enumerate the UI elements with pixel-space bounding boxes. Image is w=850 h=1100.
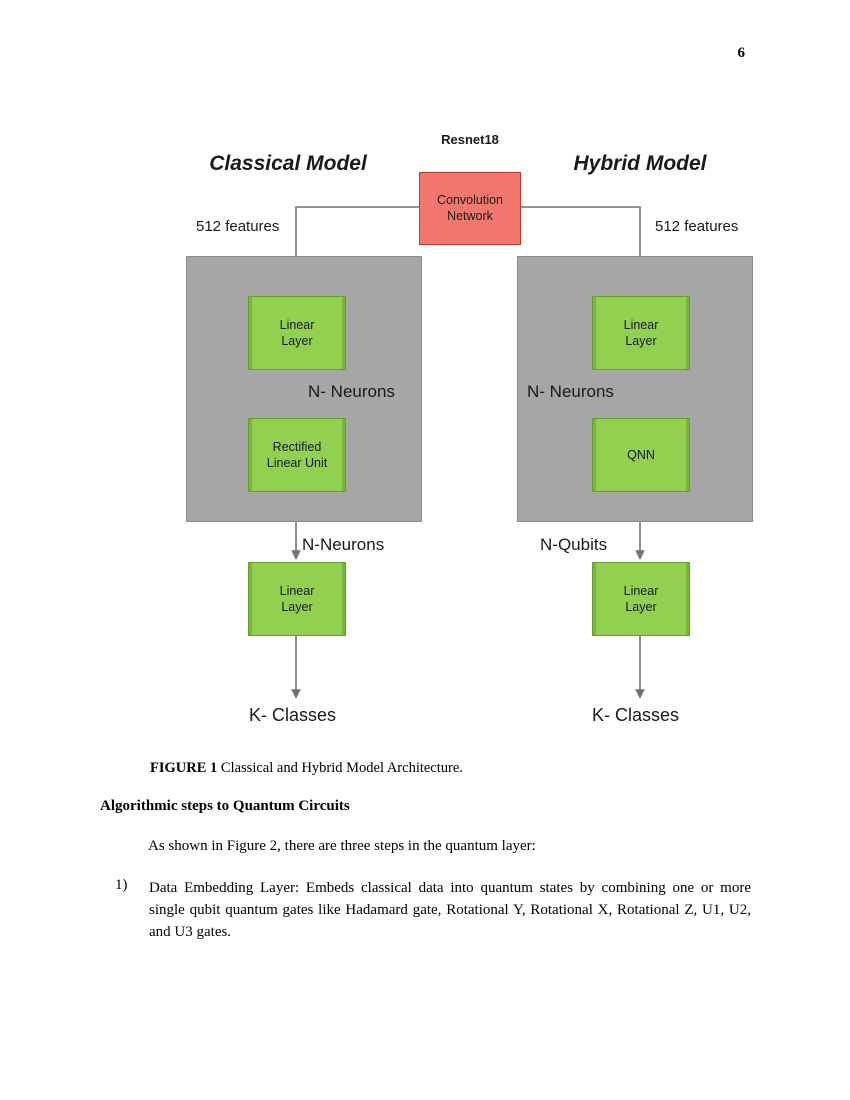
hybrid-lower-edge-label: N-Qubits — [540, 535, 608, 554]
hybrid-linear-layer-2-node — [592, 562, 690, 636]
section-heading: Algorithmic steps to Quantum Circuits — [100, 798, 350, 814]
hybrid-mid-edge-label: N- Neurons — [527, 382, 614, 401]
classical-linear-layer-1-node — [248, 296, 346, 370]
classical-linear1-line2: Layer — [281, 334, 313, 348]
intro-paragraph: As shown in Figure 2, there are three steps in the quantum layer: — [148, 838, 536, 854]
hybrid-linear1-line2: Layer — [625, 334, 657, 348]
conv-label-line1: Convolution — [436, 192, 503, 207]
classical-linear2-line2: Layer — [281, 600, 313, 614]
figure-caption-label: FIGURE 1 — [150, 760, 218, 776]
list-item-marker: 1) — [115, 877, 128, 893]
hybrid-linear-layer-1-node — [592, 296, 690, 370]
classical-linear1-line1: Linear — [279, 317, 315, 332]
classical-lower-edge-label: N-Neurons — [302, 535, 385, 554]
relu-line2: Linear Unit — [266, 456, 328, 470]
hybrid-linear1-line1: Linear — [623, 317, 659, 332]
features-label-left: 512 features — [196, 218, 280, 235]
classical-model-title: Classical Model — [209, 152, 367, 175]
conv-label-line2: Network — [447, 208, 493, 223]
hybrid-model-title: Hybrid Model — [573, 152, 707, 175]
page-number: 6 — [737, 45, 745, 61]
classical-linear2-line1: Linear — [279, 583, 315, 598]
classical-relu-node — [248, 418, 346, 492]
hybrid-linear2-line1: Linear — [623, 583, 659, 598]
features-label-right: 512 features — [655, 218, 739, 235]
classical-linear-layer-2-node — [248, 562, 346, 636]
qnn-label: QNN — [627, 447, 655, 462]
relu-line1: Rectified — [272, 439, 322, 454]
numbered-list — [115, 877, 751, 944]
classical-mid-edge-label: N- Neurons — [308, 382, 395, 401]
list-item — [115, 877, 751, 944]
resnet-title: Resnet18 — [441, 132, 499, 147]
classical-output-label: K- Classes — [249, 705, 337, 725]
hybrid-output-label: K- Classes — [592, 705, 680, 725]
hybrid-qnn-node — [592, 418, 690, 492]
convolution-network-node — [419, 172, 521, 245]
figure-caption-text: Classical and Hybrid Model Architecture. — [217, 760, 463, 776]
list-item-text: Data Embedding Layer: Embeds classical data into quantum states by combining one or more single qubit quantum gates like Hadamard gate, Rotational Y, Rotational X, Rotational Z, U1, U2, and U3 gates. — [149, 880, 751, 941]
hybrid-linear2-line2: Layer — [625, 600, 657, 614]
figure-1-diagram — [0, 110, 850, 750]
figure-caption — [150, 760, 463, 777]
